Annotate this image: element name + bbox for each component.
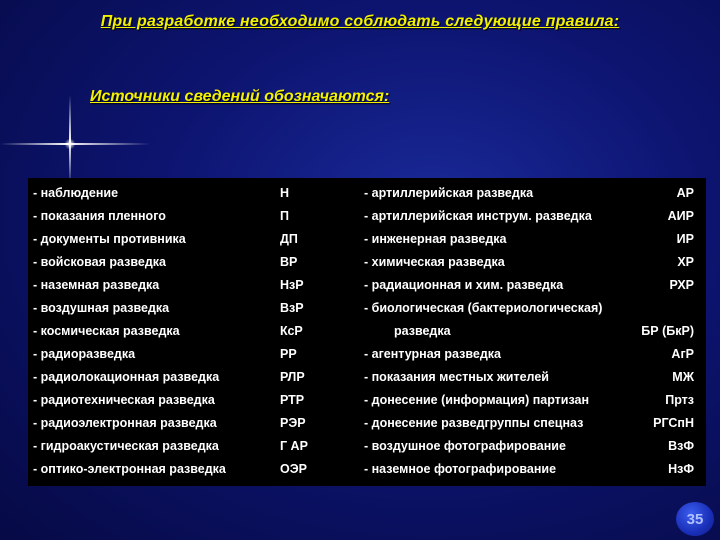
- slide-subheading: Источники сведений обозначаются:: [90, 88, 390, 105]
- left-code-3: ДП: [280, 232, 298, 246]
- left-label-11: - радиоэлектронная разведка: [33, 416, 217, 430]
- left-code-2: П: [280, 209, 289, 223]
- right-code-11: РГСпН: [653, 416, 694, 430]
- right-code-1: АР: [676, 186, 694, 200]
- left-code-5: НзР: [280, 278, 304, 292]
- sparkle-icon: [64, 139, 76, 149]
- left-code-6: ВзР: [280, 301, 304, 315]
- right-code-7: БР (БкР): [641, 324, 694, 338]
- left-label-10: - радиотехническая разведка: [33, 393, 215, 407]
- right-code-4: ХР: [677, 255, 694, 269]
- right-label-4: - химическая разведка: [364, 255, 505, 269]
- left-label-2: - показания пленного: [33, 209, 166, 223]
- left-label-5: - наземная разведка: [33, 278, 160, 292]
- left-label-13: - оптико-электронная разведка: [33, 462, 226, 476]
- right-label-12: - воздушное фотографирование: [364, 439, 566, 453]
- right-code-8: АгР: [671, 347, 694, 361]
- right-label-13: - наземное фотографирование: [364, 462, 557, 476]
- right-code-10: Пртз: [665, 393, 694, 407]
- right-code-2: АИР: [667, 209, 694, 223]
- left-code-8: РР: [280, 347, 297, 361]
- right-label-10: - донесение (информация) партизан: [364, 393, 590, 407]
- right-label-5: - радиационная и хим. разведка: [364, 278, 564, 292]
- right-label-9: - показания местных жителей: [364, 370, 549, 384]
- left-code-9: РЛР: [280, 370, 305, 384]
- right-code-9: МЖ: [672, 370, 694, 384]
- left-label-9: - радиолокационная разведка: [33, 370, 220, 384]
- left-label-1: - наблюдение: [33, 186, 119, 200]
- sources-table: [28, 178, 706, 486]
- left-code-4: ВР: [280, 255, 298, 269]
- left-code-1: Н: [280, 186, 290, 200]
- left-code-12: Г АР: [280, 439, 308, 453]
- page-number-badge: [676, 502, 714, 536]
- right-label-3: - инженерная разведка: [364, 232, 507, 246]
- left-label-8: - радиоразведка: [33, 347, 136, 361]
- left-label-12: - гидроакустическая разведка: [33, 439, 219, 453]
- left-code-7: КсР: [280, 324, 303, 338]
- right-label-7: разведка: [394, 324, 451, 338]
- left-label-7: - космическая разведка: [33, 324, 180, 338]
- left-code-13: ОЭР: [280, 462, 307, 476]
- right-label-8: - агентурная разведка: [364, 347, 501, 361]
- right-code-13: НзФ: [668, 462, 694, 476]
- left-label-6: - воздушная разведка: [33, 301, 170, 315]
- page-number: 35: [686, 510, 704, 528]
- right-label-6: - биологическая (бактериологическая): [364, 301, 603, 315]
- left-label-4: - войсковая разведка: [33, 255, 166, 269]
- left-label-3: - документы противника: [33, 232, 186, 246]
- slide-heading: При разработке необходимо соблюдать следующие правила:: [100, 13, 620, 30]
- right-code-5: РХР: [669, 278, 694, 292]
- right-code-3: ИР: [676, 232, 694, 246]
- right-label-1: - артиллерийская разведка: [364, 186, 534, 200]
- right-code-12: ВзФ: [668, 439, 694, 453]
- left-code-10: РТР: [280, 393, 305, 407]
- right-label-2: - артиллерийская инструм. разведка: [364, 209, 592, 223]
- left-code-11: РЭР: [280, 416, 306, 430]
- right-label-11: - донесение разведгруппы спецназ: [364, 416, 584, 430]
